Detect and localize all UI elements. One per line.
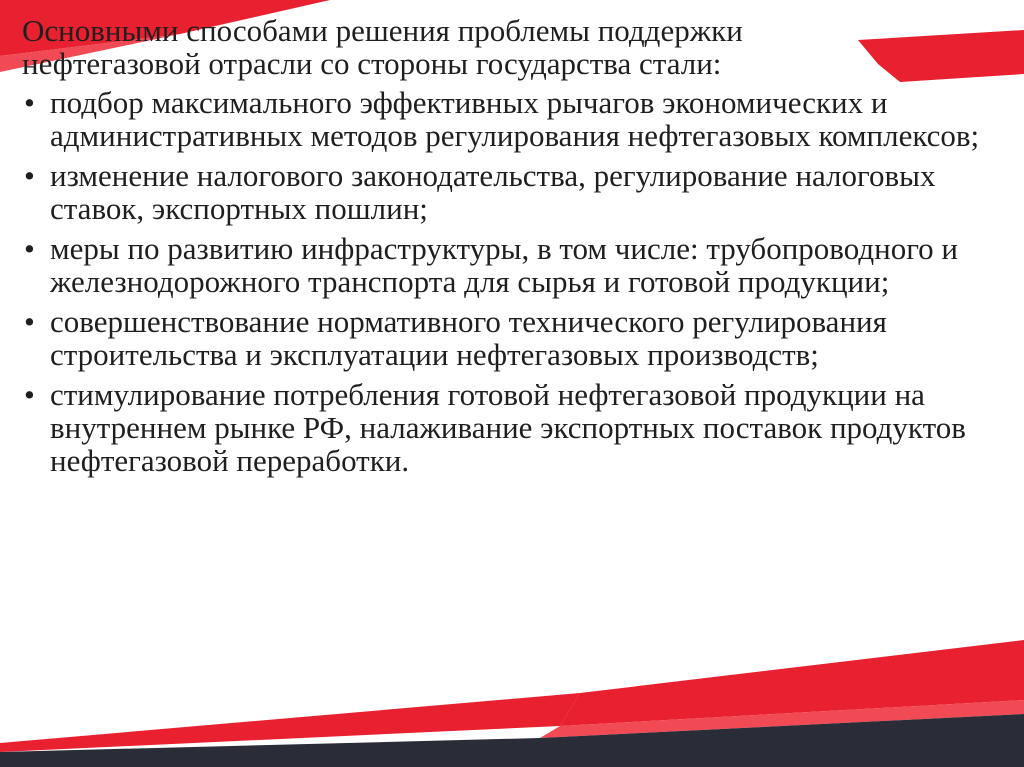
bullet-item xyxy=(22,86,1012,152)
bullet-text: изменение налогового законодательства, регулирование налоговых ставок, экспортных пошлин; xyxy=(50,158,936,226)
bullet-item xyxy=(22,305,1012,371)
bullet-item xyxy=(22,378,1012,477)
bullet-icon: • xyxy=(24,377,35,412)
slide-content xyxy=(22,14,1012,484)
intro-text: Основными способами решения проблемы поддержки нефтегазовой отрасли со стороны государства стали: xyxy=(22,13,743,81)
bullet-icon: • xyxy=(24,304,35,339)
bullet-text: совершенствование нормативного технического регулирования строительства и эксплуатации нефтегазовых производств; xyxy=(50,304,887,372)
bullet-item xyxy=(22,232,1012,298)
bullet-text: подбор максимального эффективных рычагов экономических и административных методов регулирования нефтегазовых комплексов; xyxy=(50,85,980,153)
bullet-text: стимулирование потребления готовой нефтегазовой продукции на внутреннем рынке РФ, налаживание экспортных поставок продуктов нефтегазовой переработки. xyxy=(50,377,966,478)
bullet-list xyxy=(22,86,1012,477)
bullet-item xyxy=(22,159,1012,225)
bullet-text: меры по развитию инфраструктуры, в том числе: трубопроводного и железнодорожного транспорта для сырья и готовой продукции; xyxy=(50,231,958,299)
bullet-icon: • xyxy=(24,158,35,193)
bullet-icon: • xyxy=(24,231,35,266)
bullet-icon: • xyxy=(24,85,35,120)
